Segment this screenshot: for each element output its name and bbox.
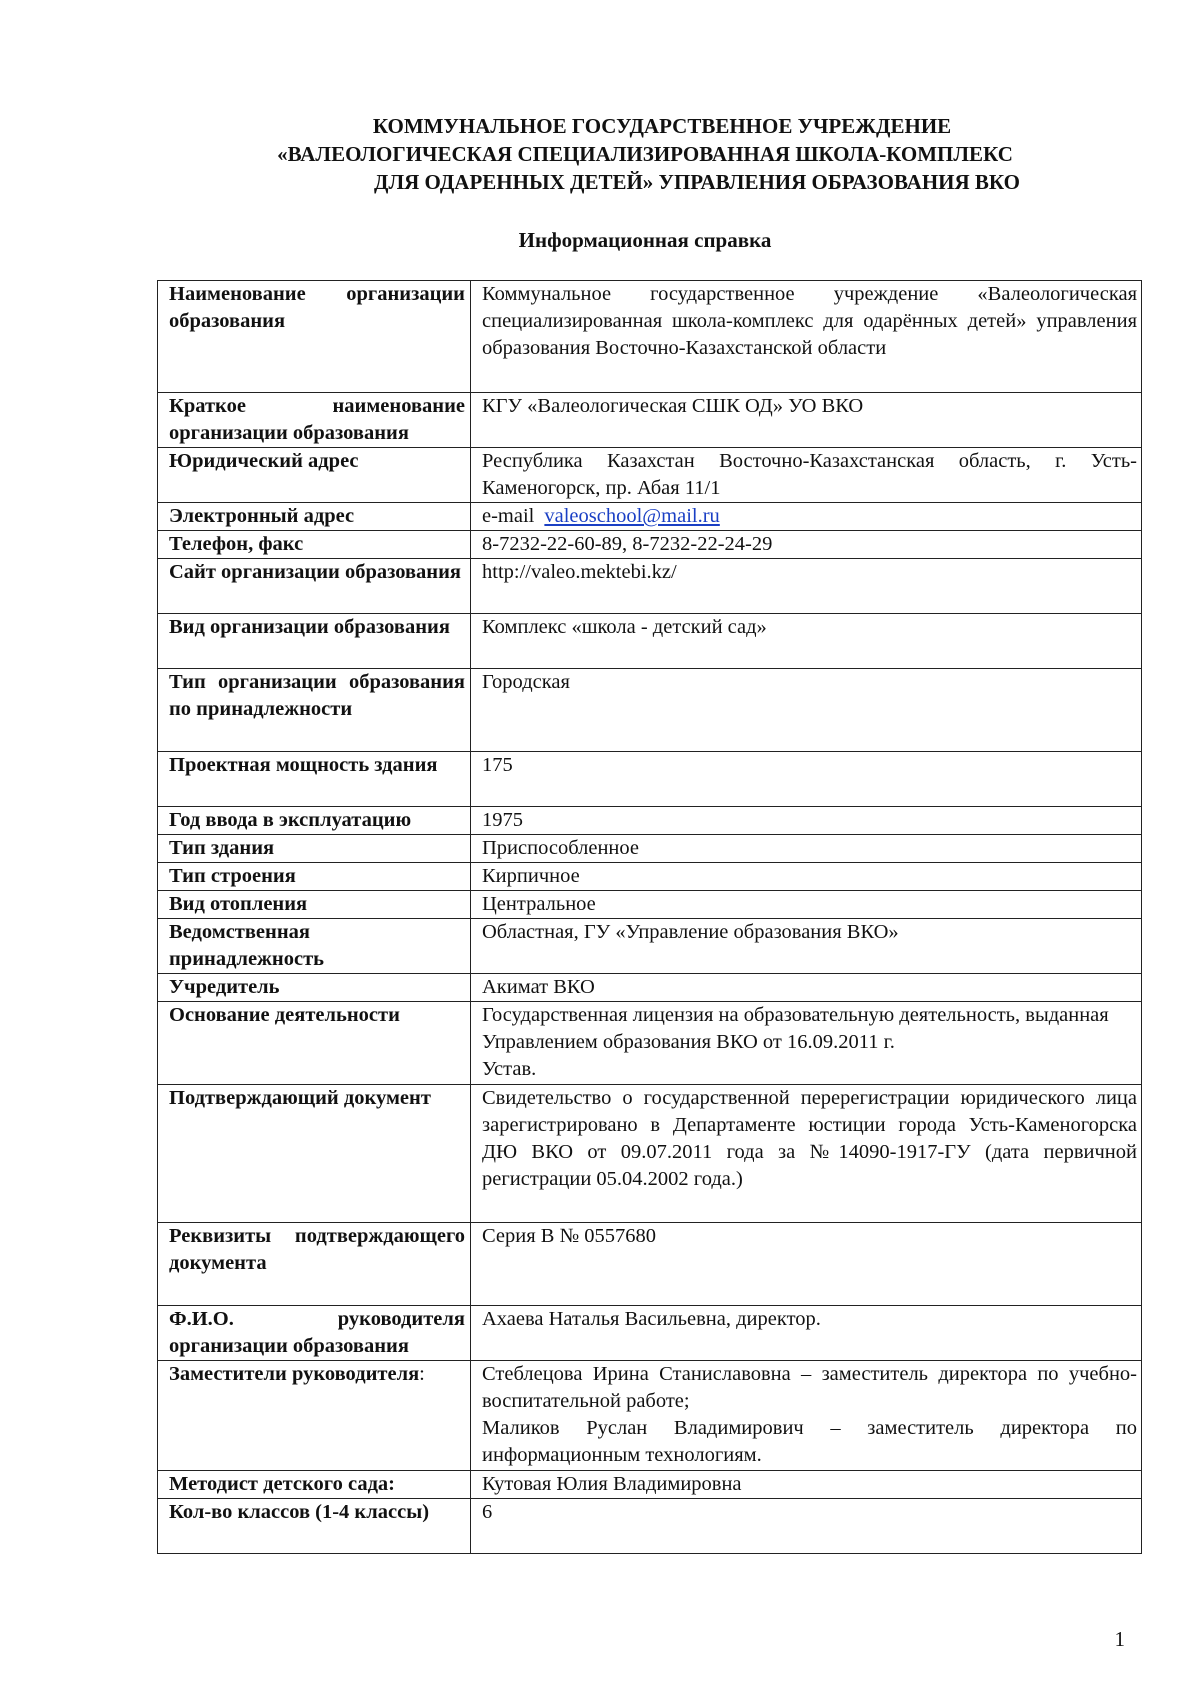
row-value-text: http://valeo.mektebi.kz/	[482, 561, 677, 583]
row-value	[471, 393, 1142, 448]
row-label: Основание деятельности	[158, 1002, 471, 1085]
row-value	[471, 614, 1142, 669]
row-value	[471, 1085, 1142, 1223]
info-table	[157, 280, 1142, 1554]
row-label: Кол-во классов (1-4 классы)	[158, 1499, 471, 1554]
row-value-text: Серия В № 0557680	[482, 1225, 657, 1247]
row-value	[471, 1499, 1142, 1554]
row-value	[471, 669, 1142, 752]
row-value-text: Приспособленное	[482, 837, 639, 859]
heading-line-2: «ВАЛЕОЛОГИЧЕСКАЯ СПЕЦИАЛИЗИРОВАННАЯ ШКОЛА-КОМПЛЕКС	[277, 142, 1013, 166]
row-value	[471, 974, 1142, 1002]
row-value-text: Стеблецова Ирина Станиславовна – заместитель директора по учебно-воспитательной работе;	[482, 1363, 1137, 1412]
table-row	[158, 1361, 1142, 1471]
row-label: Реквизиты подтверждающего документа	[158, 1223, 471, 1306]
row-label: Учредитель	[158, 974, 471, 1002]
table-row	[158, 393, 1142, 448]
table-row	[158, 752, 1142, 807]
table-row	[158, 448, 1142, 503]
row-value	[471, 448, 1142, 503]
row-value-text: 8-7232-22-60-89, 8-7232-22-24-29	[482, 533, 773, 555]
row-value	[471, 807, 1142, 835]
row-value-text: Городская	[482, 671, 570, 693]
row-value-text: Кирпичное	[482, 865, 580, 887]
table-row	[158, 531, 1142, 559]
document-subtitle: Информационная справка	[518, 228, 772, 252]
row-label: Юридический адрес	[158, 448, 471, 503]
table-row	[158, 1223, 1142, 1306]
row-value	[471, 1223, 1142, 1306]
table-row	[158, 614, 1142, 669]
table-row	[158, 835, 1142, 863]
row-value-text: 6	[482, 1501, 493, 1523]
row-label: Вид организации образования	[158, 614, 471, 669]
table-row	[158, 281, 1142, 393]
row-value	[471, 891, 1142, 919]
row-value-text: Кутовая Юлия Владимировна	[482, 1473, 742, 1495]
document-heading	[150, 112, 1140, 196]
row-value-text: Комплекс «школа - детский сад»	[482, 616, 767, 638]
table-row	[158, 1471, 1142, 1499]
row-label: Электронный адрес	[158, 503, 471, 531]
heading-line-3: ДЛЯ ОДАРЕННЫХ ДЕТЕЙ» УПРАВЛЕНИЯ ОБРАЗОВАНИЯ ВКО	[374, 170, 1020, 194]
row-value-text: Центральное	[482, 893, 596, 915]
row-label: Год ввода в эксплуатацию	[158, 807, 471, 835]
row-value	[471, 919, 1142, 974]
table-row	[158, 669, 1142, 752]
row-value-text: Коммунальное государственное учреждение «Валеологическая специализированная школа-комплекс для одарённых детей» управления образования Восточно-Казахстанской области	[482, 283, 1137, 359]
row-label: Тип строения	[158, 863, 471, 891]
email-link[interactable]: valeoschool@mail.ru	[544, 505, 720, 527]
row-value-text: Государственная лицензия на образовательную деятельность, выданная Управлением образования ВКО от 16.09.2011 г.	[482, 1004, 1109, 1053]
row-value-text: Республика Казахстан Восточно-Казахстанская область, г. Усть-Каменогорск, пр. Абая 11/1	[482, 450, 1137, 499]
row-value	[471, 863, 1142, 891]
row-label: Вид отопления	[158, 891, 471, 919]
row-label	[158, 1361, 471, 1471]
email-prefix: e-mail	[482, 505, 535, 527]
row-value-text: 175	[482, 754, 513, 776]
row-label: Тип организации образования по принадлежности	[158, 669, 471, 752]
table-row	[158, 807, 1142, 835]
heading-line-1: КОММУНАЛЬНОЕ ГОСУДАРСТВЕННОЕ УЧРЕЖДЕНИЕ	[372, 114, 952, 138]
table-row	[158, 503, 1142, 531]
row-value	[471, 752, 1142, 807]
row-value-text: 1975	[482, 809, 523, 831]
table-row	[158, 559, 1142, 614]
row-value-text: Устав.	[482, 1058, 537, 1080]
page-number: 1	[1114, 1627, 1125, 1651]
row-value	[471, 1361, 1142, 1471]
row-label-text: Заместители руководителя	[169, 1363, 420, 1385]
row-value	[471, 835, 1142, 863]
table-row	[158, 1306, 1142, 1361]
row-value	[471, 531, 1142, 559]
row-value-text: КГУ «Валеологическая СШК ОД» УО ВКО	[482, 395, 864, 417]
row-value-text: Свидетельство о государственной перерегистрации юридического лица зарегистрировано в Департаменте юстиции города Усть-Каменогорска ДЮ ВКО от 09.07.2011 года за №14090-1917-ГУ (дата первичной регистрации 05.04.2002 года.)	[482, 1087, 1137, 1190]
row-label: Телефон, факс	[158, 531, 471, 559]
table-row	[158, 1002, 1142, 1085]
table-row	[158, 974, 1142, 1002]
row-value-text: Маликов Руслан Владимирович – заместитель директора по информационным технологиям.	[482, 1417, 1137, 1466]
row-label: Тип здания	[158, 835, 471, 863]
table-row	[158, 891, 1142, 919]
row-label: Ф.И.О. руководителя организации образования	[158, 1306, 471, 1361]
row-label-colon: :	[419, 1363, 425, 1385]
row-label: Сайт организации образования	[158, 559, 471, 614]
row-value	[471, 559, 1142, 614]
row-value	[471, 1471, 1142, 1499]
row-value	[471, 1306, 1142, 1361]
table-row	[158, 919, 1142, 974]
table-row	[158, 1085, 1142, 1223]
row-label: Краткое наименование организации образования	[158, 393, 471, 448]
row-label: Ведомственная принадлежность	[158, 919, 471, 974]
row-value-text: Акимат ВКО	[482, 976, 595, 998]
row-label: Методист детского сада:	[158, 1471, 471, 1499]
row-value	[471, 281, 1142, 393]
row-value	[471, 1002, 1142, 1085]
row-value	[471, 503, 1142, 531]
row-value-text: Областная, ГУ «Управление образования ВКО»	[482, 921, 899, 943]
table-row	[158, 1499, 1142, 1554]
row-label: Подтверждающий документ	[158, 1085, 471, 1223]
row-label: Проектная мощность здания	[158, 752, 471, 807]
table-row	[158, 863, 1142, 891]
row-value-text: Ахаева Наталья Васильевна, директор.	[482, 1308, 821, 1330]
row-label: Наименование организации образования	[158, 281, 471, 393]
